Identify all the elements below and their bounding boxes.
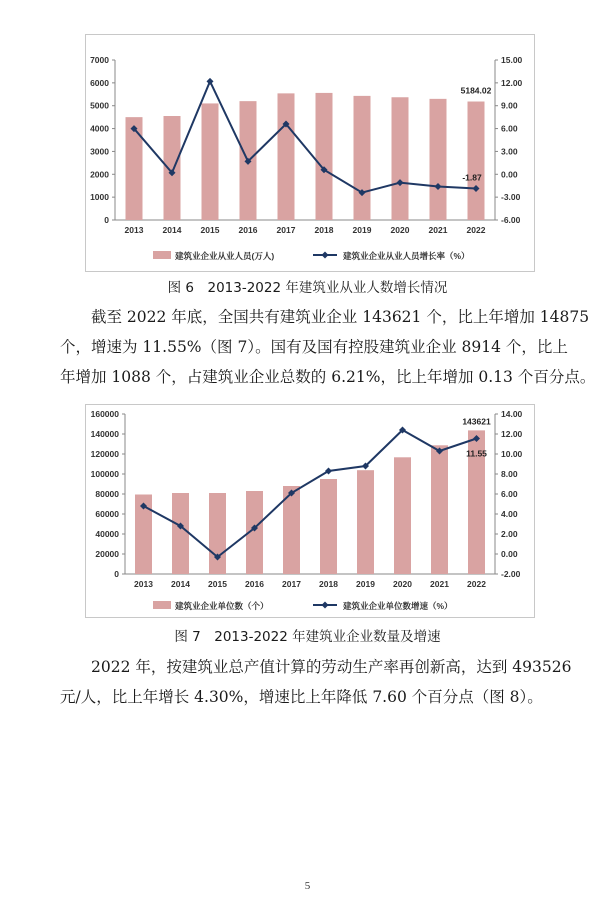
page-number: 5: [304, 880, 311, 892]
right-tick-label: 6.00: [501, 123, 518, 134]
left-tick-label: 140000: [90, 429, 119, 439]
right-tick-label: 12.00: [501, 429, 523, 439]
left-tick-label: 0: [114, 569, 119, 579]
x-tick-label: 2015: [208, 579, 227, 589]
left-tick-label: 2000: [90, 169, 109, 180]
bar-data-label: 143621: [462, 416, 491, 427]
chart-employees: [85, 34, 535, 272]
bar-2021: [431, 445, 448, 574]
x-tick-label: 2020: [393, 579, 412, 589]
legend-bar-swatch: [153, 251, 171, 259]
legend-line-label: 建筑业企业从业人员增长率（%）: [343, 251, 470, 261]
right-tick-label: 4.00: [501, 509, 518, 519]
bar-2019: [357, 470, 374, 574]
x-tick-label: 2022: [466, 225, 486, 235]
chart-enterprises: [85, 404, 535, 618]
right-tick-label: 6.00: [501, 489, 518, 499]
x-tick-label: 2013: [134, 579, 153, 589]
right-tick-label: 12.00: [501, 77, 523, 88]
left-tick-label: 0: [104, 215, 109, 225]
paragraph-line: 个，增速为 11.55%（图 7）。国有及国有控股建筑业企业 8914 个，比上: [60, 338, 568, 356]
bar-2013: [126, 117, 143, 220]
right-tick-label: 8.00: [501, 469, 518, 479]
x-tick-label: 2014: [162, 225, 182, 235]
x-tick-label: 2022: [467, 579, 486, 589]
chart-enterprises-svg: [85, 404, 535, 618]
figure-7-caption: 图 7 2013-2022 年建筑业企业数量及增速: [174, 629, 441, 645]
bar-2022: [468, 102, 485, 220]
right-tick-label: -2.00: [501, 569, 521, 579]
bar-2014: [164, 116, 181, 220]
paragraph-line: 年增加 1088 个，占建筑业企业总数的 6.21%，比上年增加 0.13 个百分点。: [60, 368, 596, 386]
left-tick-label: 7000: [90, 55, 109, 65]
x-tick-label: 2018: [314, 225, 334, 235]
legend-line-label: 建筑业企业单位数增速（%）: [343, 601, 453, 611]
x-tick-label: 2014: [171, 579, 190, 589]
right-tick-label: 0.00: [501, 549, 518, 559]
x-tick-label: 2018: [319, 579, 338, 589]
bar-2015: [202, 103, 219, 220]
bar-2019: [354, 96, 371, 220]
bar-2021: [430, 99, 447, 220]
right-tick-label: 0.00: [501, 169, 518, 180]
right-tick-label: 9.00: [501, 100, 518, 111]
right-tick-label: 3.00: [501, 146, 518, 157]
paragraph-line: 2022 年，按建筑业总产值计算的劳动生产率再创新高，达到 493526: [91, 658, 572, 676]
x-tick-label: 2016: [245, 579, 264, 589]
bar-2017: [278, 93, 295, 220]
left-tick-label: 20000: [95, 549, 119, 559]
right-tick-label: 10.00: [501, 449, 523, 459]
left-tick-label: 100000: [90, 469, 119, 479]
left-tick-label: 3000: [90, 146, 109, 157]
x-tick-label: 2019: [356, 579, 375, 589]
bar-2018: [320, 479, 337, 574]
paragraph-enterprises: [60, 302, 596, 392]
left-tick-label: 40000: [95, 529, 119, 539]
paragraph-line: 截至 2022 年底，全国共有建筑业企业 143621 个，比上年增加 14875: [91, 308, 590, 326]
x-tick-label: 2021: [428, 225, 448, 235]
x-tick-label: 2020: [390, 225, 410, 235]
left-tick-label: 6000: [90, 77, 109, 88]
right-tick-label: 2.00: [501, 529, 518, 539]
bar-2020: [392, 97, 409, 220]
legend-bar-label: 建筑业企业单位数（个）: [175, 601, 269, 611]
left-tick-label: 80000: [95, 489, 119, 499]
x-tick-label: 2017: [276, 225, 296, 235]
left-tick-label: 5000: [90, 100, 109, 111]
right-tick-label: -6.00: [501, 215, 521, 225]
line-data-label: -1.87: [462, 172, 482, 183]
left-tick-label: 1000: [90, 192, 109, 203]
left-tick-label: 160000: [90, 409, 119, 419]
bar-2018: [316, 93, 333, 220]
figure-6-caption: 图 6 2013-2022 年建筑业从业人数增长情况: [167, 280, 448, 296]
x-tick-label: 2019: [352, 225, 372, 235]
x-tick-label: 2021: [430, 579, 449, 589]
paragraph-line: 元/人，比上年增长 4.30%，增速比上年降低 7.60 个百分点（图 8）。: [60, 688, 543, 706]
right-tick-label: -3.00: [501, 192, 521, 203]
left-tick-label: 120000: [90, 449, 119, 459]
left-tick-label: 60000: [95, 509, 119, 519]
right-tick-label: 14.00: [501, 409, 523, 419]
bar-data-label: 5184.02: [460, 85, 492, 96]
paragraph-productivity: [60, 652, 572, 712]
left-tick-label: 4000: [90, 123, 109, 134]
legend-bar-label: 建筑业企业从业人员(万人): [175, 251, 275, 261]
x-tick-label: 2013: [124, 225, 144, 235]
line-data-label: 11.55: [466, 448, 487, 459]
bar-2015: [209, 493, 226, 574]
chart-employees-svg: [85, 34, 535, 272]
legend-bar-swatch: [153, 601, 171, 609]
x-tick-label: 2016: [238, 225, 258, 235]
x-tick-label: 2017: [282, 579, 301, 589]
bar-2020: [394, 457, 411, 574]
right-tick-label: 15.00: [501, 55, 523, 65]
x-tick-label: 2015: [200, 225, 220, 235]
bar-2014: [172, 493, 189, 574]
